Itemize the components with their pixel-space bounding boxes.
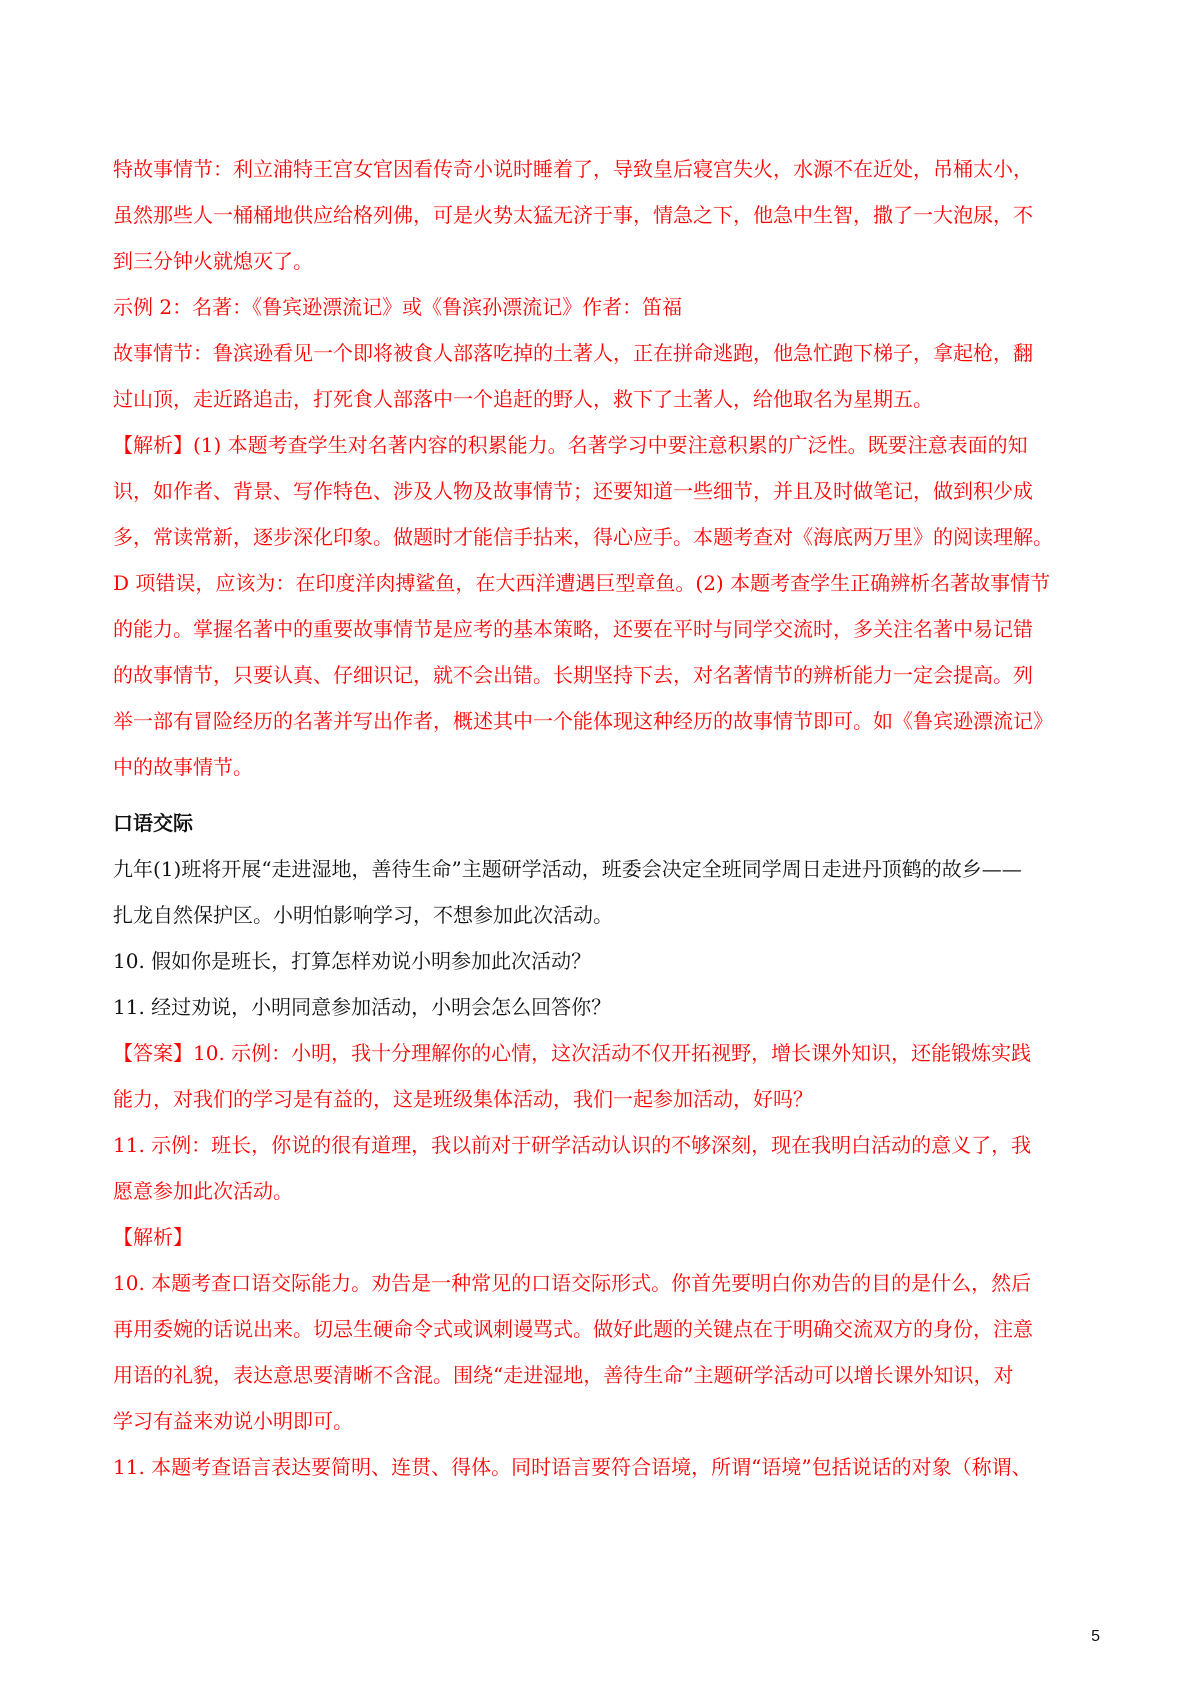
analysis10-line-1: 10. 本题考查口语交际能力。劝告是一种常见的口语交际形式。你首先要明白你劝告的目的是什么，然后	[113, 1271, 1032, 1295]
analysis1-line-4: D 项错误，应该为：在印度洋肉搏鲨鱼，在大西洋遭遇巨型章鱼。(2) 本题考查学生正确辨析名著故事情节	[113, 571, 1051, 595]
answer11-line-1: 11. 示例：班长，你说的很有道理，我以前对于研学活动认识的不够深刻，现在我明白活动的意义了，我	[113, 1133, 1032, 1157]
analysis10-line-2: 再用委婉的话说出来。切忌生硬命令式或讽刺谩骂式。做好此题的关键点在于明确交流双方的身份，注意	[113, 1317, 1033, 1341]
analysis1-line-7: 举一部有冒险经历的名著并写出作者，概述其中一个能体现这种经历的故事情节即可。如《鲁宾逊漂流记》	[113, 709, 1053, 733]
section-heading-oral-communication: 口语交际	[113, 811, 193, 835]
analysis1-line-5: 的能力。掌握名著中的重要故事情节是应考的基本策略，还要在平时与同学交流时，多关注名著中易记错	[113, 617, 1033, 641]
story1-line-1: 特故事情节：利立浦特王宫女官因看传奇小说时睡着了，导致皇后寝宫失火，水源不在近处，吊桶太小，	[113, 157, 1033, 181]
question-10: 10. 假如你是班长，打算怎样劝说小明参加此次活动？	[113, 949, 592, 973]
answer10-line-2: 能力，对我们的学习是有益的，这是班级集体活动，我们一起参加活动，好吗？	[113, 1087, 813, 1111]
answer10-line-1: 【答案】10. 示例：小明，我十分理解你的心情，这次活动不仅开拓视野，增长课外知识，还能锻炼实践	[113, 1041, 1032, 1065]
answer11-line-2: 愿意参加此次活动。	[113, 1179, 293, 1203]
analysis11-line-1: 11. 本题考查语言表达要简明、连贯、得体。同时语言要符合语境，所谓“语境”包括说话的对象（称谓、	[113, 1455, 1032, 1479]
scenario-line-2: 扎龙自然保护区。小明怕影响学习，不想参加此次活动。	[113, 903, 613, 927]
story1-line-3: 到三分钟火就熄灭了。	[113, 249, 313, 273]
analysis-label: 【解析】	[113, 1225, 193, 1249]
story1-line-2: 虽然那些人一桶桶地供应给格列佛，可是火势太猛无济于事，情急之下，他急中生智，撒了一大泡尿，不	[113, 203, 1033, 227]
analysis1-line-8: 中的故事情节。	[113, 755, 253, 779]
page-number: 5	[1091, 1628, 1100, 1645]
scenario-line-1: 九年(1)班将开展“走进湿地，善待生命”主题研学活动，班委会决定全班同学周日走进丹顶鹤的故乡——	[113, 857, 1022, 881]
example2-line: 示例 2：名著：《鲁宾逊漂流记》或《鲁滨孙漂流记》作者：笛福	[113, 295, 683, 319]
question-11: 11. 经过劝说，小明同意参加活动，小明会怎么回答你？	[113, 995, 612, 1019]
analysis1-line-1: 【解析】(1) 本题考查学生对名著内容的积累能力。名著学习中要注意积累的广泛性。既要注意表面的知	[113, 433, 1028, 457]
story2-line-1: 故事情节：鲁滨逊看见一个即将被食人部落吃掉的土著人，正在拼命逃跑，他急忙跑下梯子，拿起枪，翻	[113, 341, 1033, 365]
story2-line-2: 过山顶，走近路追击，打死食人部落中一个追赶的野人，救下了土著人，给他取名为星期五。	[113, 387, 933, 411]
analysis10-line-4: 学习有益来劝说小明即可。	[113, 1409, 353, 1433]
analysis1-line-2: 识，如作者、背景、写作特色、涉及人物及故事情节；还要知道一些细节，并且及时做笔记，做到积少成	[113, 479, 1033, 503]
analysis1-line-6: 的故事情节，只要认真、仔细识记，就不会出错。长期坚持下去，对名著情节的辨析能力一定会提高。列	[113, 663, 1033, 687]
page-content	[113, 146, 1098, 1490]
analysis1-line-3: 多，常读常新，逐步深化印象。做题时才能信手拈来，得心应手。本题考查对《海底两万里》的阅读理解。	[113, 525, 1053, 549]
analysis10-line-3: 用语的礼貌，表达意思要清晰不含混。围绕“走进湿地，善待生命”主题研学活动可以增长课外知识，对	[113, 1363, 1014, 1387]
